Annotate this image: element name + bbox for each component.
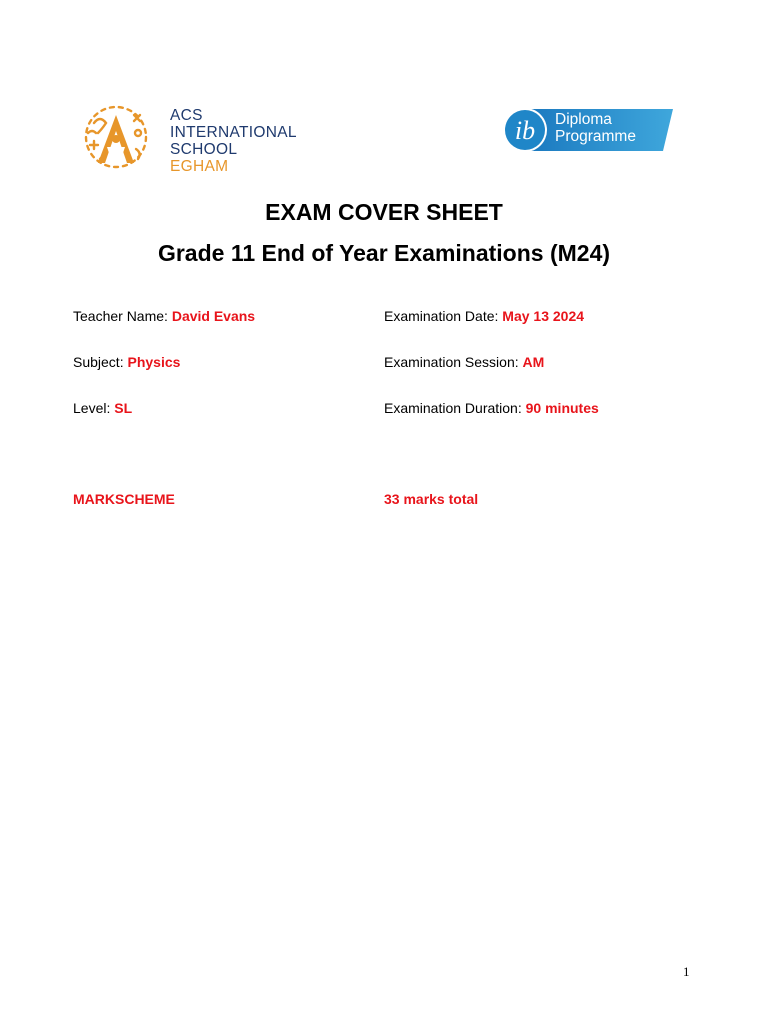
acs-line-2: INTERNATIONAL — [170, 124, 297, 141]
level-label: Level: — [73, 400, 115, 416]
page-number: 1 — [683, 964, 690, 979]
markscheme-note: MARKSCHEME — [73, 491, 175, 507]
acs-line-1: ACS — [170, 107, 203, 124]
acs-emblem-icon — [76, 101, 156, 173]
ib-line-1: Diploma — [555, 111, 612, 128]
subject-label: Subject: — [73, 354, 128, 370]
teacher-value: David Evans — [171, 308, 256, 324]
acs-line-4: EGHAM — [170, 158, 229, 175]
acs-school-name — [170, 107, 297, 175]
teacher-label: Teacher Name: — [73, 308, 172, 324]
level-field — [73, 399, 132, 417]
exam-date-label: Examination Date: — [384, 308, 503, 324]
subject-value: Physics — [127, 354, 181, 370]
exam-session-field — [384, 353, 544, 371]
exam-duration-label: Examination Duration: — [384, 400, 526, 416]
subject-field — [73, 353, 180, 371]
exam-date-value: May 13 2024 — [502, 308, 585, 324]
ib-line-2: Programme — [555, 128, 636, 145]
exam-duration-field — [384, 399, 599, 417]
acs-school-logo — [73, 93, 303, 183]
ib-mark: ib — [514, 116, 536, 145]
exam-duration-value: 90 minutes — [525, 400, 599, 416]
exam-session-value: AM — [522, 354, 545, 370]
ib-programme-name — [555, 111, 636, 145]
exam-session-label: Examination Session: — [384, 354, 523, 370]
page-subtitle: Grade 11 End of Year Examinations (M24) — [157, 240, 611, 266]
level-value: SL — [114, 400, 133, 416]
exam-date-field — [384, 307, 584, 325]
page-title: EXAM COVER SHEET — [265, 199, 503, 225]
ib-diploma-logo — [501, 105, 676, 153]
total-marks-note: 33 marks total — [384, 491, 479, 507]
header-logos — [73, 93, 676, 183]
acs-line-3: SCHOOL — [170, 141, 238, 158]
teacher-field — [73, 307, 255, 325]
